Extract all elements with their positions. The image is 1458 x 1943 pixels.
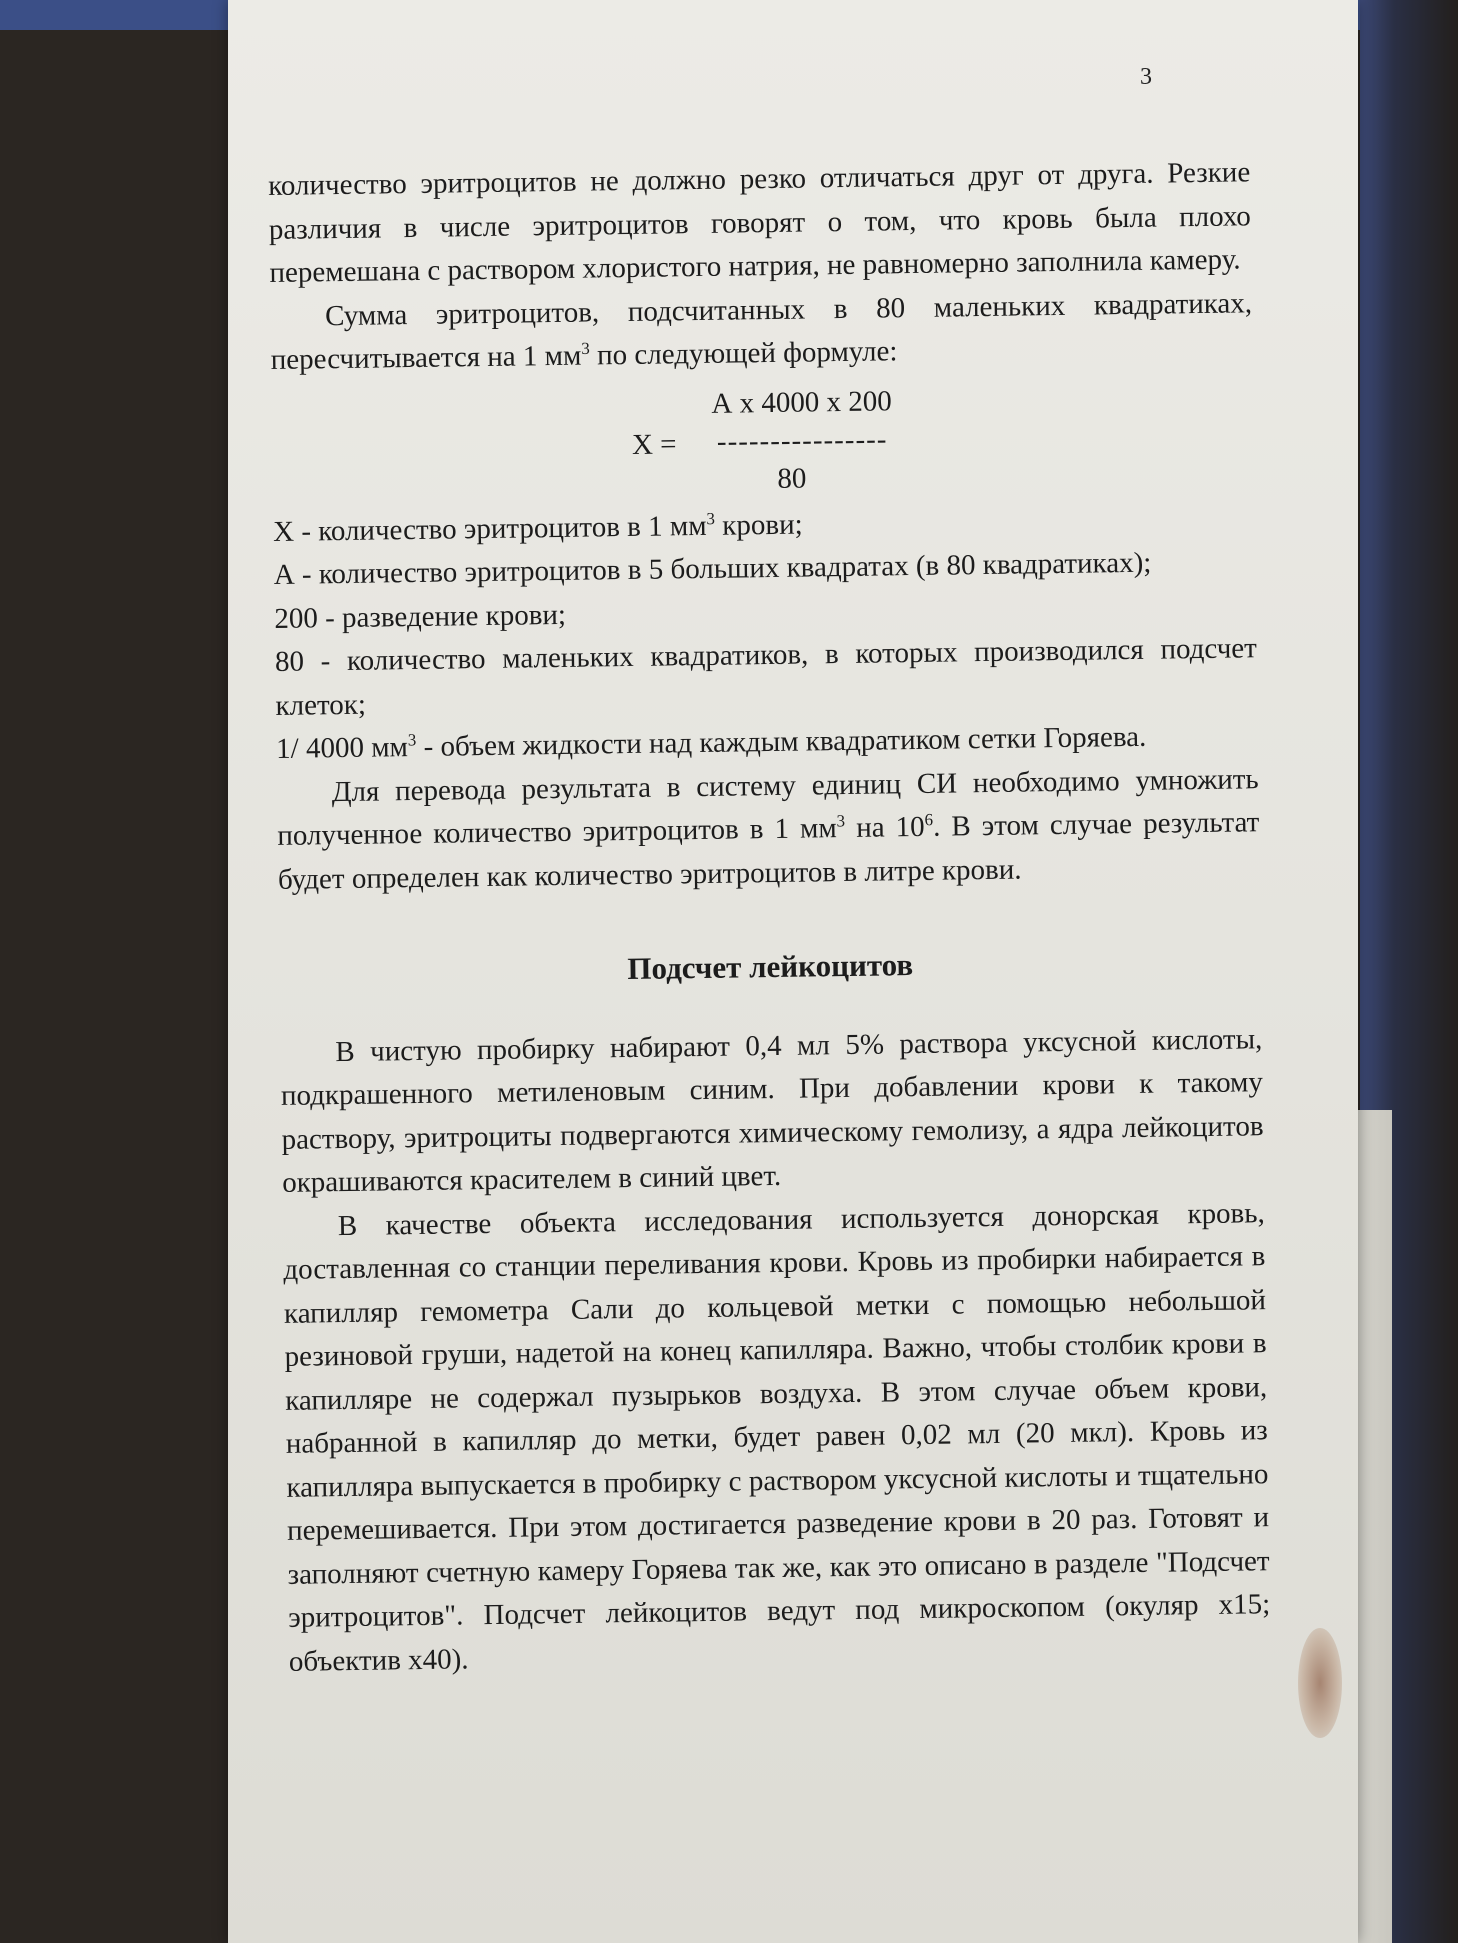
paragraph-2-text-a: Сумма эритроцитов, подсчитанных в 80 маленьких квадратиках, пересчитывается на 1 мм	[270, 286, 1253, 376]
definition-x-text-b: крови;	[714, 508, 803, 542]
formula-fraction-bar: ----------------	[716, 422, 888, 458]
page-number: 3	[1140, 64, 1152, 90]
definition-volume-text-b: - объем жидкости над каждым квадратиком сетки Горяева.	[416, 720, 1147, 763]
definition-80: 80 - количество маленьких квадратиков, в которых производился подсчет клеток;	[274, 632, 1258, 722]
formula-denominator: 80	[777, 462, 807, 495]
formula-numerator: А х 4000 х 200	[711, 384, 893, 420]
paragraph-1: количество эритроцитов не должно резко отличаться друг от друга. Резкие различия в числе эритроцитов говорят о том, что кровь была плохо перемешана с раствором хлористого натрия, не равномерно заполнила камеру.	[268, 156, 1252, 289]
paragraph-si-text-b: на 10	[844, 810, 925, 845]
section-heading: Подсчет лейкоцитов	[627, 947, 914, 987]
paragraph-2-text-b: по следующей формуле:	[589, 335, 898, 372]
definition-x-text-a: Х - количество эритроцитов в 1 мм	[272, 509, 707, 548]
formula-lhs: Х =	[631, 427, 677, 461]
definition-a: А - количество эритроцитов в 5 больших квадратах (в 80 квадратиках);	[273, 546, 1152, 591]
superscript: 3	[836, 811, 846, 831]
formula	[271, 375, 1255, 511]
paragraph-si-text-c: . В этом случае результат будет определен как количество эритроцитов в литре крови.	[277, 806, 1260, 896]
superscript: 3	[706, 508, 716, 528]
superscript: 3	[581, 338, 590, 358]
paragraph-si-text-a: Для перевода результата в систему единиц СИ необходимо умножить полученное количество эритроцитов в 1 мм	[277, 762, 1259, 852]
stain-mark	[1298, 1628, 1342, 1738]
paragraph-si	[276, 758, 1260, 902]
document-body	[268, 151, 1271, 1684]
definition-200: 200 - разведение крови;	[274, 598, 567, 635]
superscript: 6	[924, 810, 934, 830]
paragraph-2	[270, 282, 1253, 383]
superscript: 3	[407, 730, 417, 750]
paragraph-3: В чистую пробирку набирают 0,4 мл 5% раствора уксусной кислоты, подкрашенного метиленовым синим. При добавлении крови к такому раствору, эритроциты подвергаются химическому гемолизу, а ядра лейкоцитов окрашиваются красителем в синий цвет.	[280, 1022, 1264, 1199]
paragraph-4: В качестве объекта исследования используется донорская кровь, доставленная со станции переливания крови. Кровь из пробирки набирается в капилляр гемометра Сали до кольцевой метки с помощью небольшой резиновой груши, надетой на конец капилляра. Важно, чтобы столбик крови в капилляре не содержал пузырьков воздуха. В этом случае объем крови, набранной в капилляр до метки, будет равен 0,02 мл (20 мкл). Кровь из капилляра выпускается в пробирку с раствором уксусной кислоты и тщательно перемешивается. При этом достигается разведение крови в 20 раз. Готовят и заполняют счетную камеру Горяева так же, как это описано в разделе "Подсчет эритроцитов". Подсчет лейкоцитов ведут под микроскопом (окуляр х15; объектив х40).	[283, 1196, 1271, 1678]
definition-volume-text-a: 1/ 4000 мм	[275, 731, 409, 765]
